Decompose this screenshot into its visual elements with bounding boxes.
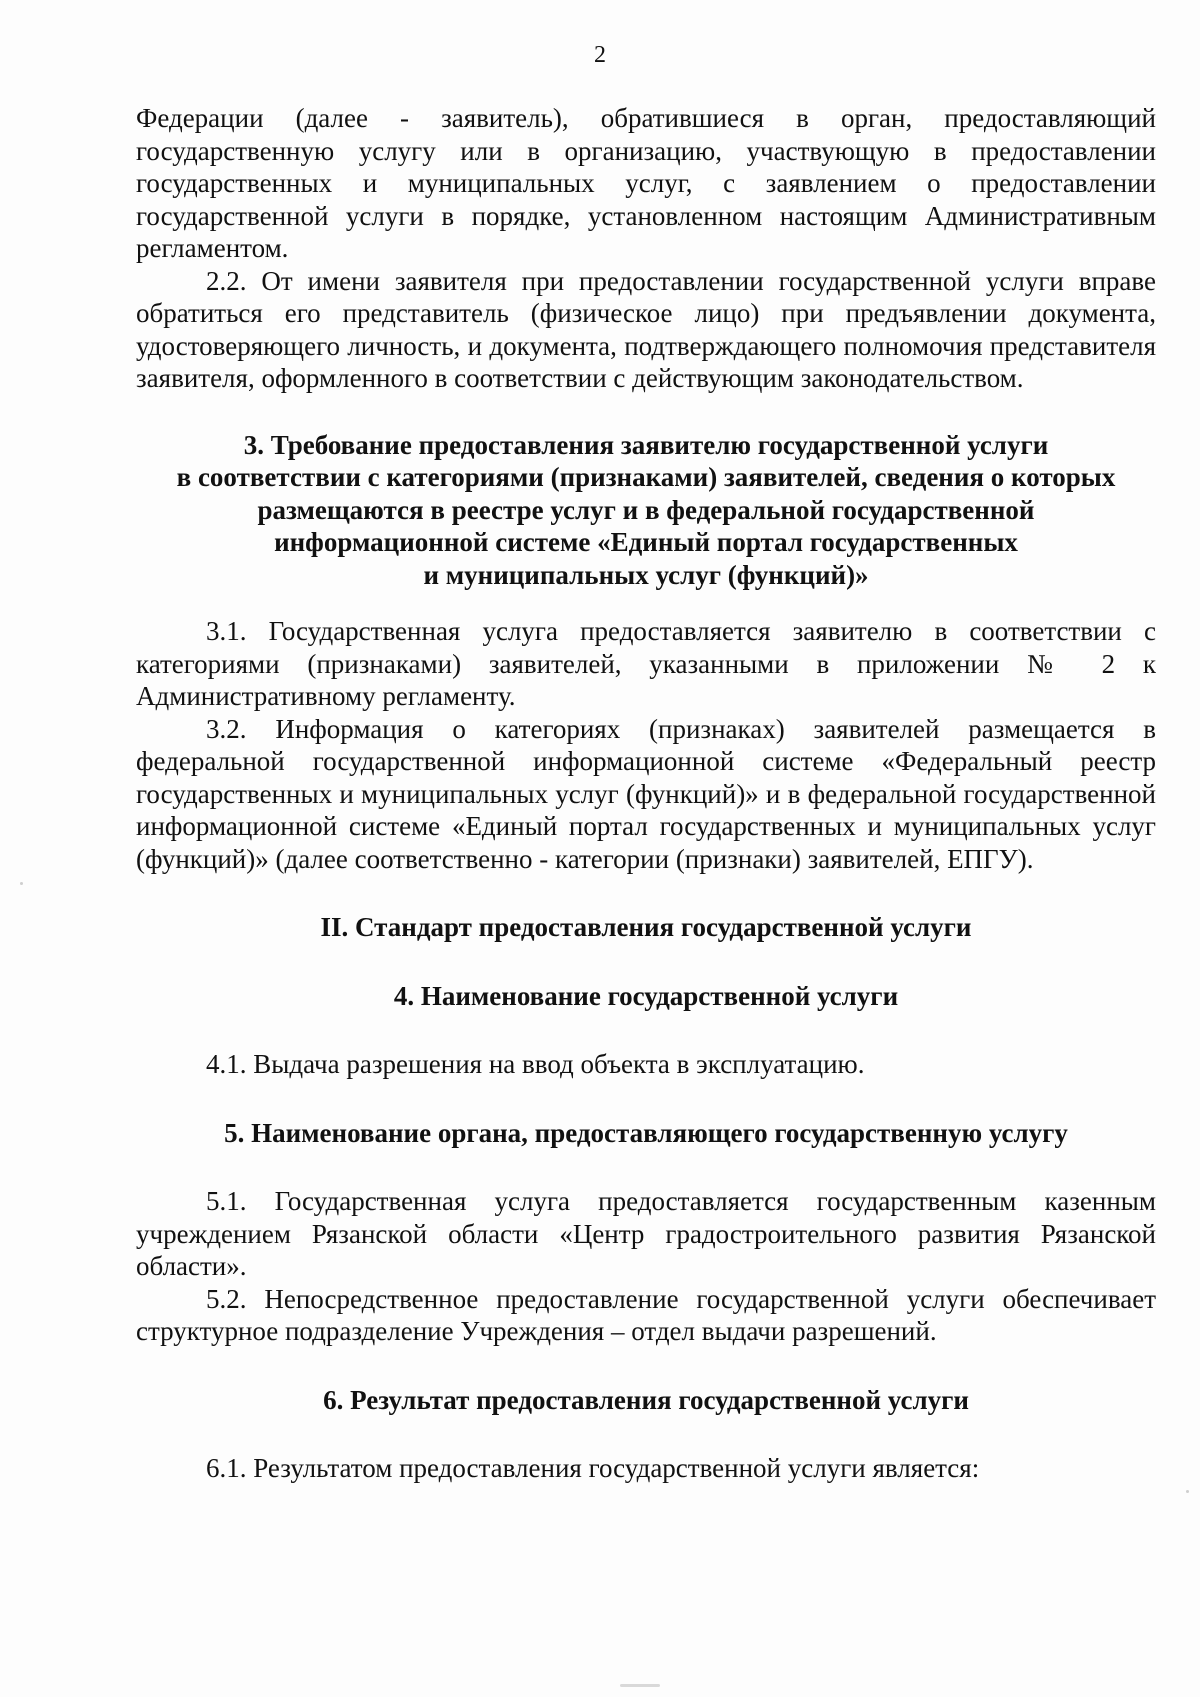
document-body xyxy=(136,102,1156,1485)
paragraph-5-2: 5.2. Непосредственное предоставление государственной услуги обеспечивает структурное подразделение Учреждения – отдел выдачи разрешений. xyxy=(136,1283,1156,1346)
paragraph-3-2: 3.2. Информация о категориях (признаках) заявителей размещается в федеральной государственной информационной системе «Федеральный реестр государственных и муниципальных услуг (функций)» и в федеральной государственной информационной системе «Единый портал государственных и муниципальных услуг (функций)» (далее соответственно - категории (признаки) заявителей, ЕПГУ). xyxy=(136,713,1156,874)
paragraph-3-1: 3.1. Государственная услуга предоставляется заявителю в соответствии с категориями (признаками) заявителей, указанными в приложении № 2 к Административному регламенту. xyxy=(136,616,1156,711)
paragraph-4-1: 4.1. Выдача разрешения на ввод объекта в эксплуатацию. xyxy=(206,1049,865,1079)
heading-section-5: 5. Наименование органа, предоставляющего государственную услугу xyxy=(224,1117,1068,1148)
heading-section-4: 4. Наименование государственной услуги xyxy=(393,980,899,1011)
heading-3-line: и муниципальных услуг (функций)» xyxy=(423,559,869,590)
scan-speck xyxy=(20,882,23,885)
heading-section-ii: II. Стандарт предоставления государственной услуги xyxy=(320,912,972,942)
heading-section-3 xyxy=(136,429,1156,592)
paragraph-6-1: 6.1. Результатом предоставления государственной услуги является: xyxy=(206,1453,980,1483)
paragraph-2-2: 2.2. От имени заявителя при предоставлении государственной услуги вправе обратиться его представитель (физическое лицо) при предъявлении документа, удостоверяющего личность, и документа, подтверждающего полномочия представителя заявителя, оформленного в соответствии с действующим законодательством. xyxy=(136,265,1156,393)
paragraph-5-1: 5.1. Государственная услуга предоставляется государственным казенным учреждением Рязанской области «Центр градостроительного развития Рязанской области». xyxy=(136,1186,1156,1281)
heading-3-line: размещаются в реестре услуг и в федеральной государственной xyxy=(257,494,1035,525)
heading-3-line: 3. Требование предоставления заявителю государственной услуги xyxy=(243,429,1049,460)
page-number: 2 xyxy=(594,42,606,68)
heading-section-6: 6. Результат предоставления государственной услуги xyxy=(323,1384,969,1415)
scan-speck xyxy=(620,1684,660,1687)
scan-speck xyxy=(1186,1490,1189,1493)
heading-3-line: информационной системе «Единый портал государственных xyxy=(274,527,1018,557)
paragraph-applicant-definition: Федерации (далее - заявитель), обратившиеся в орган, предоставляющий государственную услугу или в организацию, участвующую в предоставлении государственных и муниципальных услуг, с заявлением о предоставлении государственной услуги в порядке, установленном настоящим Административным регламентом. xyxy=(136,103,1156,263)
heading-3-line: в соответствии с категориями (признаками) заявителей, сведения о которых xyxy=(176,462,1116,492)
